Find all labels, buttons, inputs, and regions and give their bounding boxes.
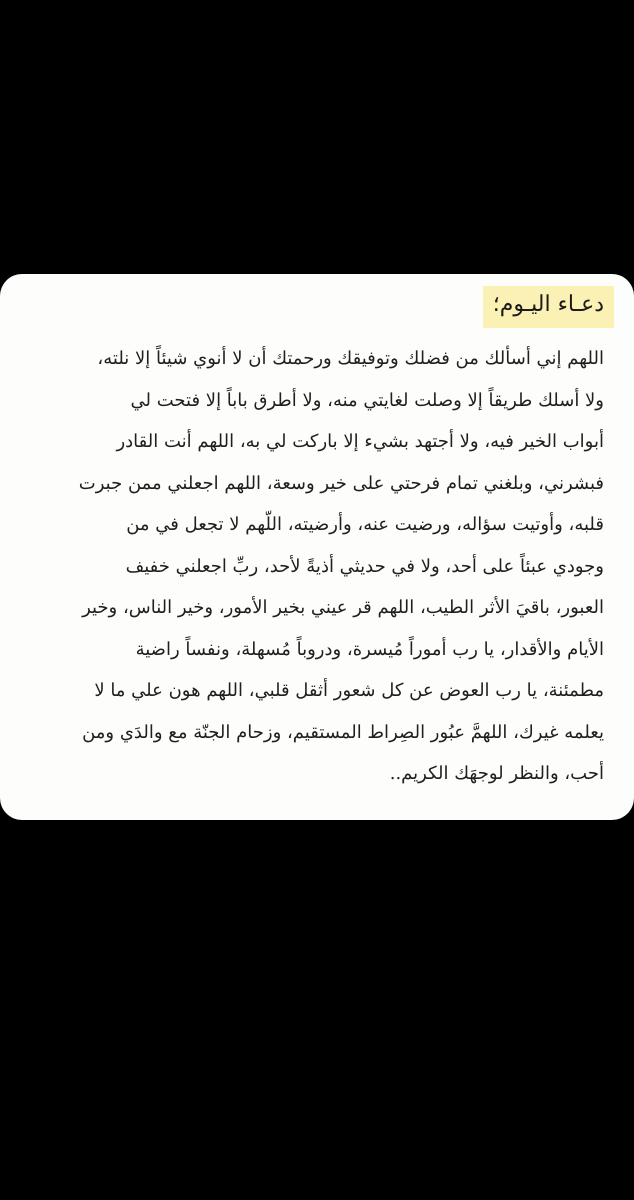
prayer-text [26, 338, 604, 795]
text-line: أبواب الخير فيه، ولا أجتهد بشيء إلا باركت لي به، اللهم أنت القادر [116, 431, 604, 452]
text-line: وجودي عبئاً على أحد، ولا في حديثي أذيةً لأحد، ربِّ اجعلني خفيف [125, 555, 604, 577]
text-line: يعلمه غيرك، اللهمَّ عبُور الصِراط المستقيم، وزحام الجنّة مع والدَي ومن [82, 721, 604, 743]
text-line: أحب، والنظر لوجهَك الكريم.. [389, 763, 604, 784]
card-title: دعـاء اليـوم؛ [483, 286, 614, 328]
text-line: اللهم إني أسألك من فضلك وتوفيقك ورحمتك أن لا أنوي شيئاً إلا نلته، [97, 348, 604, 369]
text-line: مطمئنة، يا رب العوض عن كل شعور أثقل قلبي، اللهم هون علي ما لا [94, 680, 604, 701]
prayer-card [0, 274, 634, 820]
text-line: قلبه، وأوتيت سؤاله، ورضيت عنه، وأرضيته، اللّهم لا تجعل في من [126, 514, 604, 535]
text-line: ولا أسلك طريقاً إلا وصلت لغايتي منه، ولا أطرق باباً إلا فتحت لي [130, 389, 604, 411]
text-line: فبشرني، وبلغني تمام فرحتي على خير وسعة، اللهم اجعلني ممن جبرت [78, 472, 604, 494]
text-line: الأيام والأقدار، يا رب أموراً مُيسرة، ودروباً مُسهلة، ونفساً راضية [135, 638, 604, 660]
text-line: العبور، باقيَ الأثر الطيب، اللهم قر عيني بخير الأمور، وخير الناس، وخير [82, 597, 604, 618]
